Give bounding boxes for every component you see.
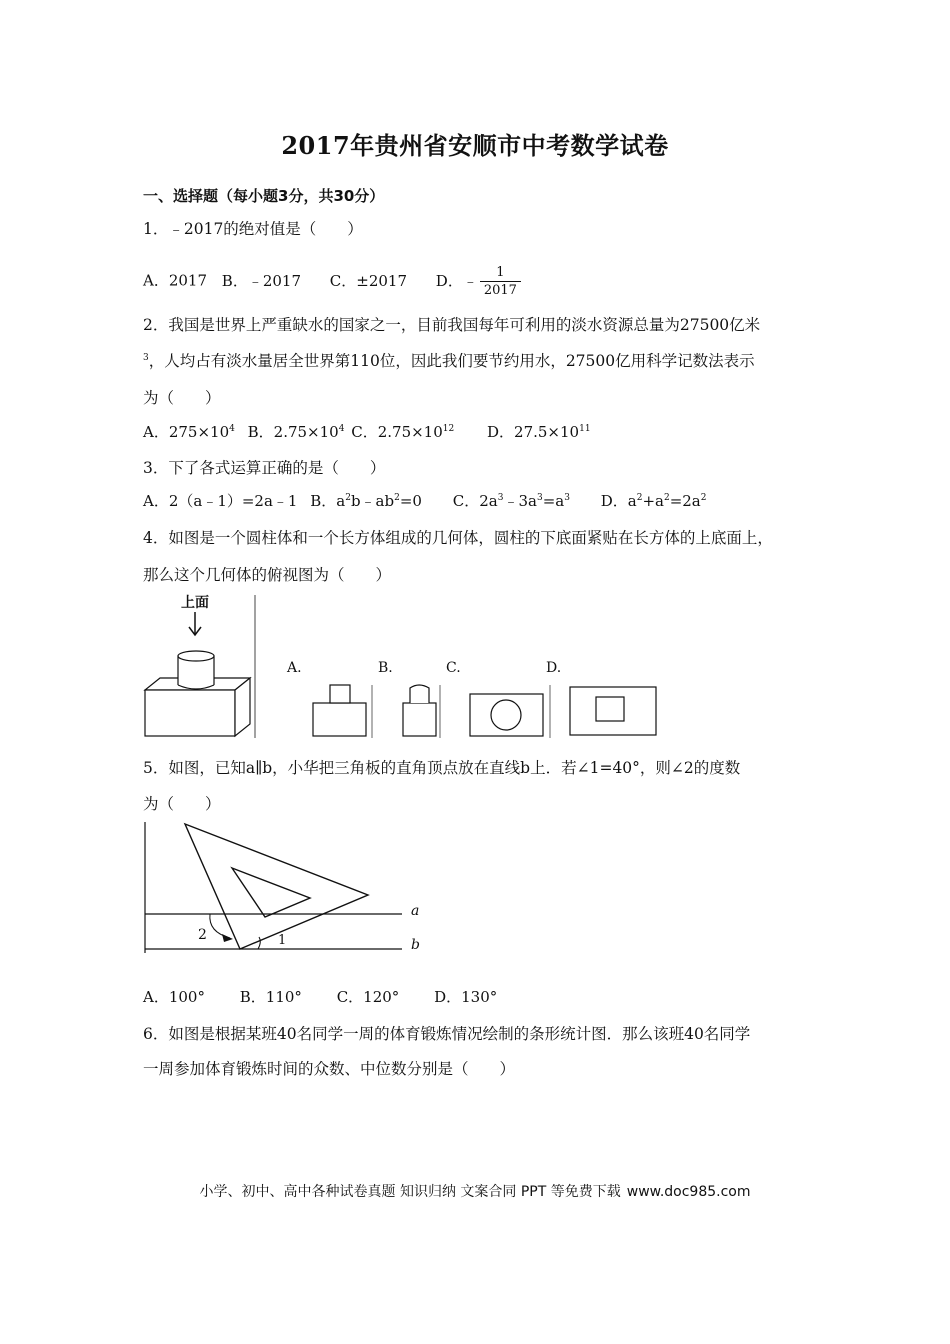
- q2-option-c: [351, 423, 454, 441]
- question-2-options: [143, 421, 591, 442]
- text: =0: [399, 492, 422, 510]
- superscript: 3: [536, 493, 543, 503]
- q3-option-d: [601, 492, 707, 510]
- page-title: 2017年贵州省安顺市中考数学试卷: [281, 131, 669, 160]
- superscript: 3: [497, 493, 504, 503]
- text: B．a: [310, 492, 346, 510]
- superscript: 4: [338, 424, 345, 434]
- fig-option-a-label: A.: [287, 660, 302, 676]
- q1-option-d-fraction: [480, 264, 521, 299]
- triangle-outer: [185, 824, 368, 949]
- superscript: 2: [345, 493, 351, 503]
- q2-option-b: [248, 423, 345, 441]
- superscript: 2: [394, 493, 400, 503]
- q2-option-d: [487, 423, 591, 441]
- question-5-figure: [140, 818, 440, 960]
- text: ﹣3a: [503, 492, 537, 510]
- option-c-circle: [491, 700, 521, 730]
- section-heading: 一、选择题（每小题3分，共30分）: [143, 187, 385, 205]
- angle-1-label: 1: [278, 933, 287, 948]
- q3-option-b: [310, 492, 422, 510]
- option-b-base: [403, 703, 436, 736]
- fraction-denominator: 2017: [483, 283, 517, 298]
- superscript: 12: [442, 424, 455, 434]
- text: C．2a: [452, 492, 498, 510]
- q5-option-c: C．120°: [336, 988, 400, 1006]
- superscript: 4: [229, 424, 235, 434]
- question-4-figure: [140, 590, 670, 740]
- superscript: 2: [636, 493, 643, 503]
- superscript: 3: [143, 353, 149, 363]
- q1-option-c: C．±2017: [329, 271, 408, 290]
- q1-option-b: B．﹣2017: [221, 271, 301, 290]
- question-1-options: [143, 264, 521, 299]
- footer-text: 小学、初中、高中各种试卷真题 知识归纳 文案合同 PPT 等免费下载: [199, 1184, 621, 1200]
- question-3-options: [143, 490, 706, 511]
- option-a-base: [313, 703, 366, 736]
- q5-option-a: A．100°: [143, 988, 205, 1006]
- question-5-options: [143, 986, 497, 1007]
- superscript: 2: [663, 493, 670, 503]
- fig-option-b-label: B.: [378, 660, 393, 676]
- page-footer: [0, 1181, 950, 1201]
- triangle-inner: [232, 868, 310, 917]
- angle-2-arrow-icon: [222, 934, 233, 942]
- question-3-stem: 3．下了各式运算正确的是（ ）: [143, 459, 386, 477]
- question-6-line-1: 6．如图是根据某班40名同学一周的体育锻炼情况绘制的条形统计图．那么该班40名同学: [143, 1025, 751, 1043]
- q2-option-b-text: B．2.75×10: [247, 423, 339, 441]
- question-5-line-2: 为（ ）: [143, 795, 221, 813]
- text: =a: [542, 492, 565, 510]
- q3-option-c: [453, 492, 570, 510]
- q5-option-d: D．130°: [434, 988, 498, 1006]
- cuboid-front-face: [145, 690, 235, 736]
- fig-option-c-label: C.: [446, 660, 461, 676]
- question-2-line-1: 2．我国是世界上严重缺水的国家之一，目前我国每年可利用的淡水资源总量为27500亿米: [143, 316, 761, 334]
- superscript: 3: [564, 493, 570, 503]
- fraction-numerator: 1: [480, 264, 521, 282]
- q3-option-a: A．2（a﹣1）=2a﹣1: [143, 492, 298, 510]
- question-1-stem: 1．﹣2017的绝对值是（ ）: [143, 220, 363, 238]
- text: b﹣ab: [350, 492, 395, 510]
- cylinder-top-ellipse: [178, 651, 214, 661]
- option-b-top: [410, 685, 429, 703]
- line-b-label: b: [411, 937, 420, 953]
- question-4-line-2: 那么这个几何体的俯视图为（ ）: [143, 566, 392, 584]
- superscript: 11: [579, 424, 591, 434]
- question-2-line-3: 为（ ）: [143, 389, 221, 407]
- angle-2-label: 2: [198, 927, 207, 943]
- question-6-line-2: 一周参加体育锻炼时间的众数、中位数分别是（ ）: [143, 1060, 516, 1078]
- fig-option-d-label: D.: [546, 660, 562, 676]
- question-2-line-2-text: ，人均占有淡水量居全世界第110位，因此我们要节约用水，27500亿用科学记数法表示: [148, 352, 755, 370]
- footer-site-link[interactable]: www.doc985.com: [626, 1184, 751, 1200]
- text: D．a: [600, 492, 637, 510]
- option-d-square: [596, 697, 624, 721]
- superscript: 2: [700, 493, 707, 503]
- angle-2-arc: [210, 914, 230, 938]
- option-a-top: [330, 685, 350, 703]
- question-2-line-2: [143, 349, 755, 371]
- q1-option-a: A．2017: [143, 271, 208, 290]
- q5-option-b: B．110°: [239, 988, 302, 1006]
- q2-option-d-text: D．27.5×10: [487, 423, 580, 441]
- line-a-label: a: [411, 903, 420, 919]
- q2-option-a-text: A．275×10: [143, 423, 230, 441]
- q2-option-c-text: C．2.75×10: [351, 423, 443, 441]
- angle-1-arc: [258, 937, 260, 949]
- q2-option-a: [143, 423, 235, 441]
- question-4-line-1: 4．如图是一个圆柱体和一个长方体组成的几何体，圆柱的下底面紧贴在长方体的上底面上，: [143, 529, 773, 547]
- text: +a: [642, 492, 664, 510]
- figure-top-label: 上面: [181, 595, 209, 611]
- q1-option-d: D．﹣: [435, 271, 478, 290]
- text: =2a: [669, 492, 701, 510]
- question-5-line-1: 5．如图，已知a∥b，小华把三角板的直角顶点放在直线b上．若∠1=40°，则∠2的度数: [143, 759, 741, 777]
